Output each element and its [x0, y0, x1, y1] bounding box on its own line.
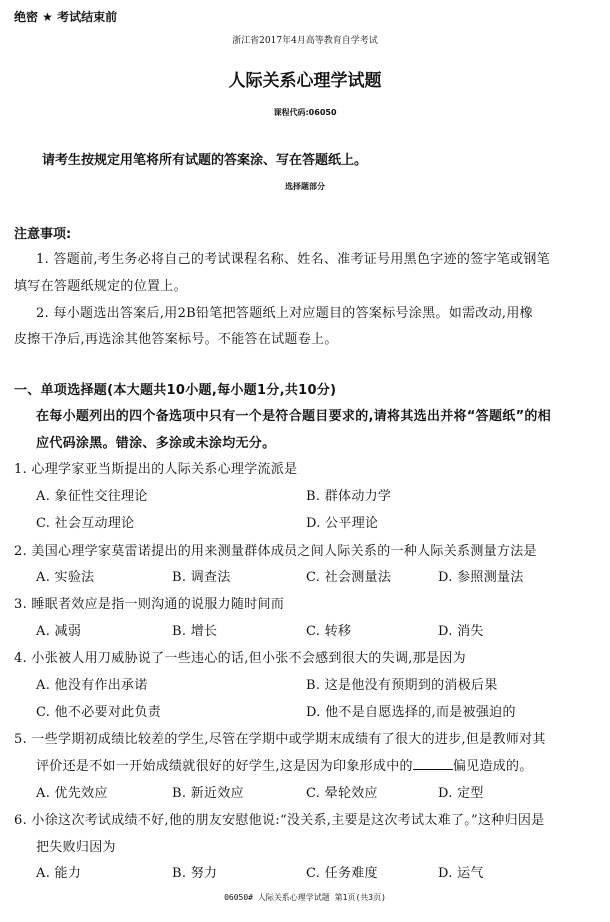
question-4-option-d: D. 他不是自愿选择的,而是被强迫的 [306, 705, 516, 720]
question-5-stem-line-2-pre: 评价还是不如一开始成绩就很好的好学生,这是因为印象形成中的 [36, 759, 413, 774]
question-4-stem: 4. 小张被人用刀威胁说了一些违心的话,但小张不会感到很大的失调,那是因为 [14, 651, 466, 666]
question-2-option-b: B. 调查法 [172, 570, 231, 585]
question-5-stem-line-1: 5. 一些学期初成绩比较差的学生,尽管在学期中或学期末成绩有了很大的进步,但是教师对其 [14, 732, 546, 747]
part-title: 选择题部分 [285, 182, 325, 191]
question-6-option-c: C. 任务难度 [306, 866, 378, 881]
question-5-option-c: C. 晕轮效应 [306, 786, 378, 801]
exam-title: 浙江省2017年4月高等教育自学考试 [232, 36, 378, 46]
question-5-option-a: A. 优先效应 [36, 786, 108, 801]
question-1-option-a: A. 象征性交往理论 [36, 489, 148, 504]
question-2-option-c: C. 社会测量法 [306, 570, 392, 585]
question-1-option-d: D. 公平理论 [306, 516, 379, 531]
notes-heading: 注意事项: [14, 227, 72, 242]
question-3-stem: 3. 睡眠者效应是指一则沟通的说服力随时间而 [14, 597, 285, 612]
question-6-option-a: A. 能力 [36, 866, 82, 881]
question-1-option-b: B. 群体动力学 [306, 489, 392, 504]
question-2-option-d: D. 参照测量法 [438, 570, 524, 585]
question-3-option-b: B. 增长 [172, 624, 218, 639]
question-6-stem-line-1: 6. 小徐这次考试成绩不好,他的朋友安慰他说:“没关系,主要是这次考试太难了。”这种归因是 [14, 813, 545, 828]
section-1-title: 一、单项选择题(本大题共10小题,每小题1分,共10分) [14, 383, 337, 398]
course-code: 课程代码:06050 [273, 108, 337, 117]
note-2-line-1: 2. 每小题选出答案后,用2B铅笔把答题纸上对应题目的答案标号涂黑。如需改动,用橡 [36, 306, 533, 321]
question-5-option-b: B. 新近效应 [172, 786, 244, 801]
note-2-line-2: 皮擦干净后,再选涂其他答案标号。不能答在试题卷上。 [14, 332, 338, 347]
question-3-option-d: D. 消失 [438, 624, 484, 639]
question-1-option-c: C. 社会互动理论 [36, 516, 135, 531]
question-6-option-d: D. 运气 [438, 866, 484, 881]
question-1-stem: 1. 心理学家亚当斯提出的人际关系心理学流派是 [14, 462, 298, 477]
question-6-stem-line-2: 把失败归因为 [36, 840, 116, 855]
page-footer: 06050# 人际关系心理学试题 第1页(共3页) [224, 893, 386, 902]
secret-label: 绝密 ★ 考试结束前 [14, 10, 118, 24]
question-6-option-b: B. 努力 [172, 866, 218, 881]
section-1-desc-line-1: 在每小题列出的四个备选项中只有一个是符合题目要求的,请将其选出并将“答题纸”的相 [36, 409, 552, 424]
question-4-option-a: A. 他没有作出承诺 [36, 678, 148, 693]
note-1-line-2: 填写在答题纸规定的位置上。 [14, 279, 187, 294]
question-5-stem-line-2 [36, 755, 533, 774]
fill-in-blank [413, 757, 453, 770]
question-3-option-a: A. 减弱 [36, 624, 82, 639]
question-2-stem: 2. 美国心理学家莫雷诺提出的用来测量群体成员之间人际关系的一种人际关系测量方法是 [14, 544, 537, 559]
question-4-option-b: B. 这是他没有预期到的消极后果 [306, 678, 498, 693]
note-1-line-1: 1. 答题前,考生务必将自己的考试课程名称、姓名、准考证号用黑色字迹的签字笔或钢笔 [36, 252, 550, 267]
question-3-option-c: C. 转移 [306, 624, 352, 639]
question-5-option-d: D. 定型 [438, 786, 484, 801]
section-1-desc-line-2: 应代码涂黑。错涂、多涂或未涂均无分。 [36, 436, 276, 451]
question-4-option-c: C. 他不必要对此负责 [36, 705, 162, 720]
question-5-stem-line-2-post: 偏见造成的。 [452, 759, 533, 774]
subject-title: 人际关系心理学试题 [228, 71, 382, 91]
question-2-option-a: A. 实验法 [36, 570, 95, 585]
answer-instruction: 请考生按规定用笔将所有试题的答案涂、写在答题纸上。 [42, 153, 368, 168]
